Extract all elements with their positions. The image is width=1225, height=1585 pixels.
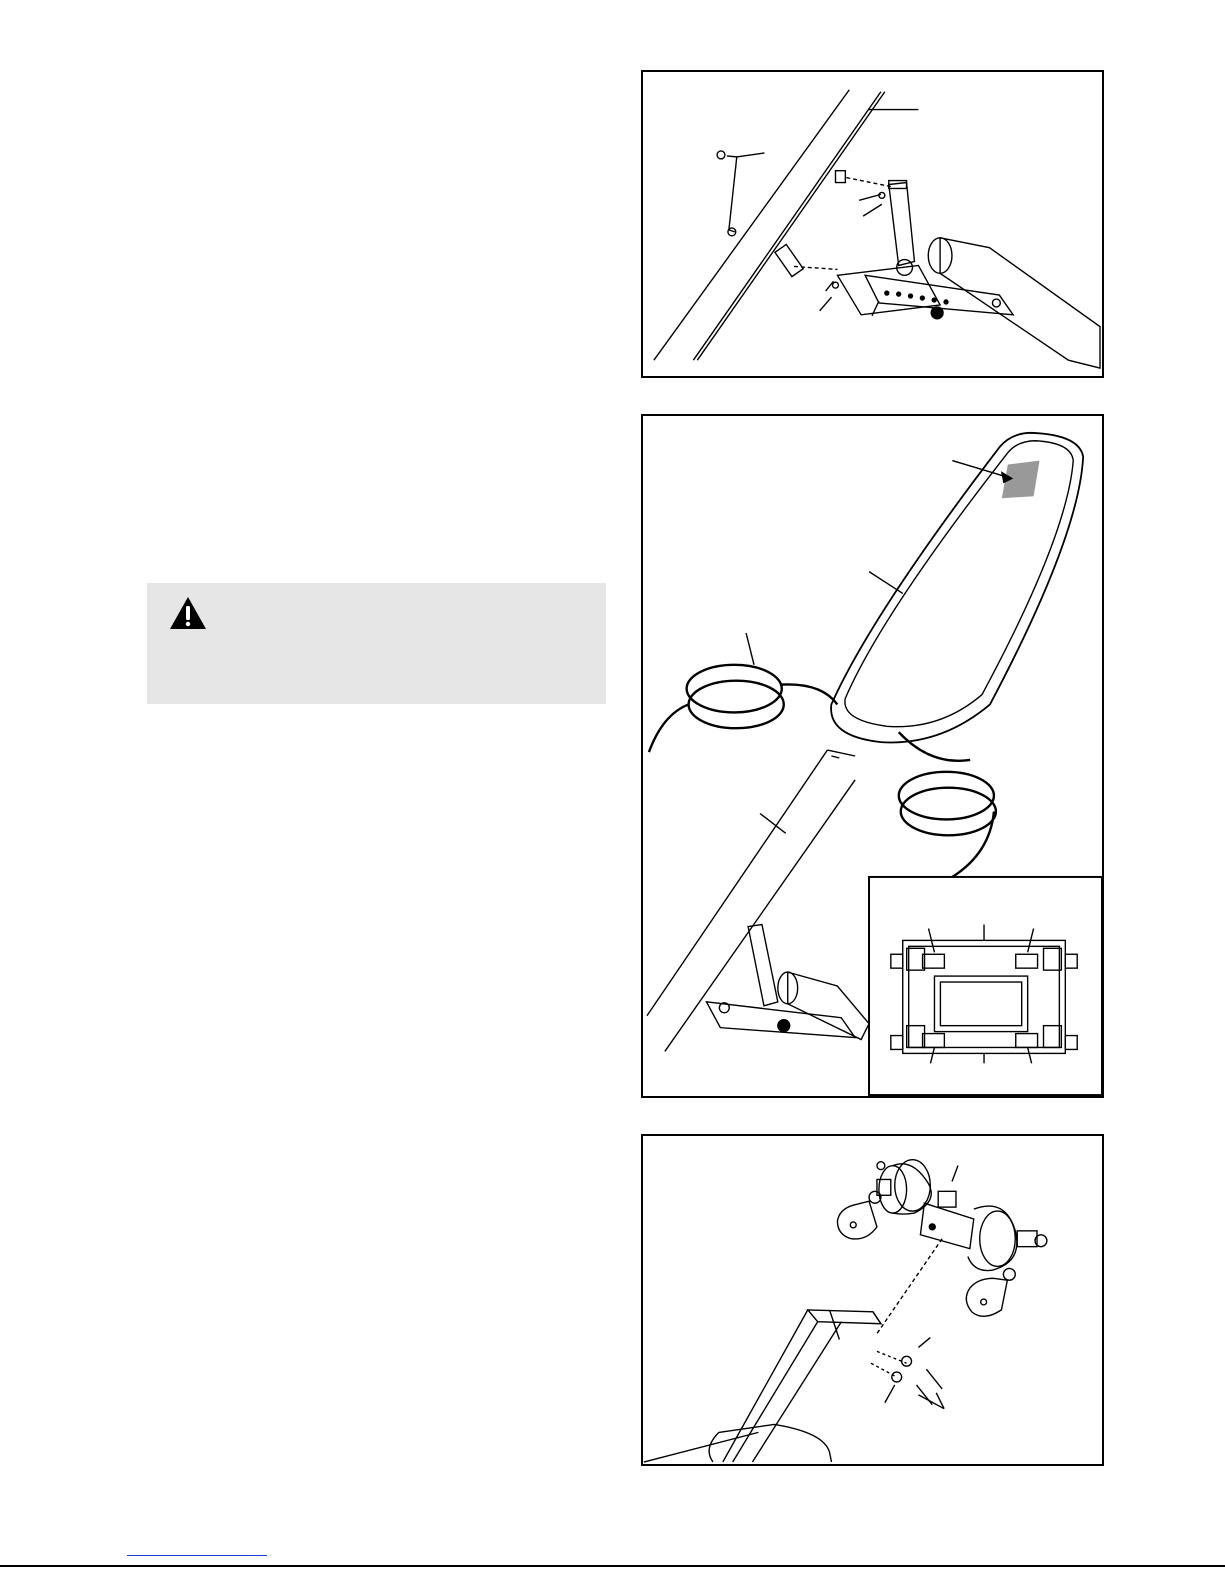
nut-leader <box>727 156 737 232</box>
roller-mount <box>920 1203 973 1248</box>
base-tube <box>940 238 1100 368</box>
washer-lower <box>892 1372 902 1382</box>
pulley-right <box>966 1278 1007 1316</box>
backrest-pad <box>831 433 1083 743</box>
footer-link-underline <box>127 1555 267 1556</box>
warning-triangle-icon <box>169 596 207 630</box>
roller-right <box>980 1211 1016 1266</box>
washer-upper <box>902 1356 912 1366</box>
bolt-upper <box>859 194 881 200</box>
figure-2-drawing <box>643 416 1102 1096</box>
figure-3-drawing <box>643 1136 1102 1464</box>
assembly-figure-1 <box>641 70 1104 378</box>
figure-1-drawing <box>643 72 1102 376</box>
warning-box <box>147 583 606 704</box>
pad-end <box>709 1424 831 1462</box>
brace-arm <box>889 183 915 266</box>
page-bottom-rule <box>0 1565 1225 1567</box>
bolt-upper <box>926 1369 942 1389</box>
nut-upper <box>717 151 725 159</box>
inset-panel <box>869 877 1102 1095</box>
assembly-figure-3 <box>641 1134 1104 1466</box>
assembly-figure-2 <box>641 414 1104 1098</box>
frame-tube-edge-left <box>654 90 849 360</box>
pulley-left <box>837 1201 877 1239</box>
frame-tube-edge-right <box>693 92 881 360</box>
frame-tube-end <box>808 1310 881 1324</box>
